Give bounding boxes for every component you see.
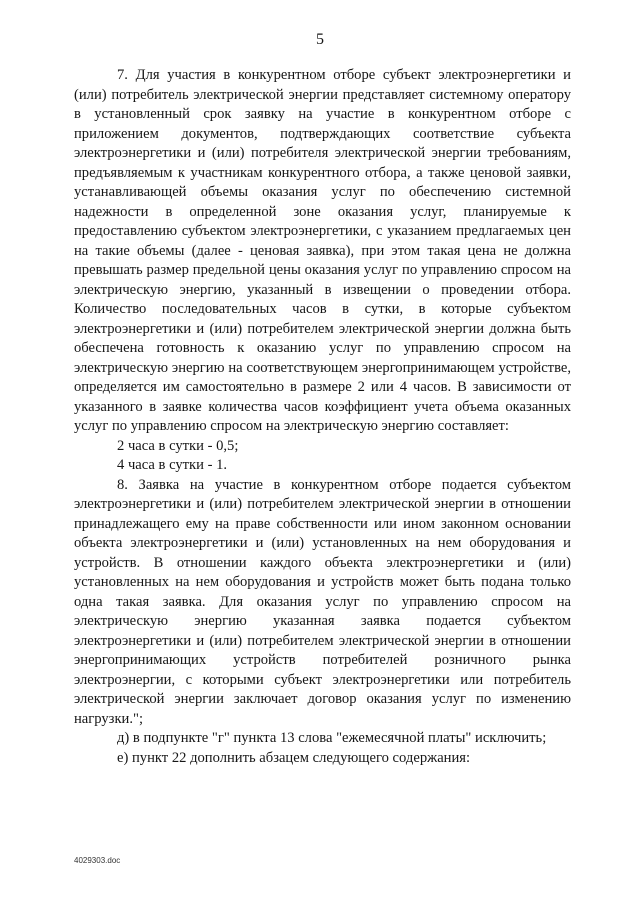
paragraph-4-hours: 4 часа в сутки - 1. [117, 457, 228, 473]
paragraph-2-hours: 2 часа в сутки - 0,5; [117, 437, 239, 454]
paragraph-subitem-d: д) в подпункте "г" пункта 13 слова "ежемесячной платы" исключить; [117, 730, 547, 746]
document-body [74, 66, 571, 768]
paragraph-item-7: 7. Для участия в конкурентном отборе субъект электроэнергетики и (или) потребитель электрической энергии представляет системному оператору в установленный срок заявку на участие в конкурентном отборе с приложением документов, подтверждающих соответствие субъекта электроэнергетики и (или) потребителя электрической энергии требованиям, предъявляемым к участникам конкурентного отбора, а также ценовой заявки, устанавливающей объемы оказания услуг по обеспечению системной надежности в определенной зоне оказания услуг, планируемые к предоставлению субъектом электроэнергетики, с указанием предлагаемых цен на такие объемы (далее - ценовая заявка), при этом такая цена не должна превышать размер предельной цены оказания услуг по управлению спросом на электрическую энергию, указанный в извещении о проведении отбора. Количество последовательных часов в сутки, в которые субъектом электроэнергетики и (или) потребителем электрической энергии должна быть обеспечена готовность к оказанию услуг по управлению спросом на электрическую энергию на соответствующем энергопринимающем устройстве, определяется им самостоятельно в размере 2 или 4 часов. В зависимости от указанного в заявке количества часов коэффициент учета объема оказанных услуг по управлению спросом на электрическую энергию составляет: [74, 67, 571, 434]
paragraph-item-8: 8. Заявка на участие в конкурентном отборе подается субъектом электроэнергетики и (или) потребителем электрической энергии в отношении принадлежащего ему на праве собственности или ином законном основании объекта электроэнергетики и (или) установленных на нем оборудования и устройств. В отношении каждого объекта электроэнергетики и (или) установленных на нем оборудования и устройств может быть подана только одна такая заявка. Для оказания услуг по управлению спросом на электрическую энергию указанная заявка подается субъектом электроэнергетики и (или) потребителем электрической энергии в отношении энергопринимающих устройств потребителей розничного рынка электроэнергии, с которыми субъект электроэнергетики или потребитель электрической энергии заключает договор оказания услуг по изменению нагрузки."; [74, 476, 571, 727]
document-filename: 4029303.doc [74, 856, 121, 865]
paragraph-subitem-e: е) пункт 22 дополнить абзацем следующего содержания: [117, 749, 471, 766]
page-number: 5 [316, 31, 324, 48]
